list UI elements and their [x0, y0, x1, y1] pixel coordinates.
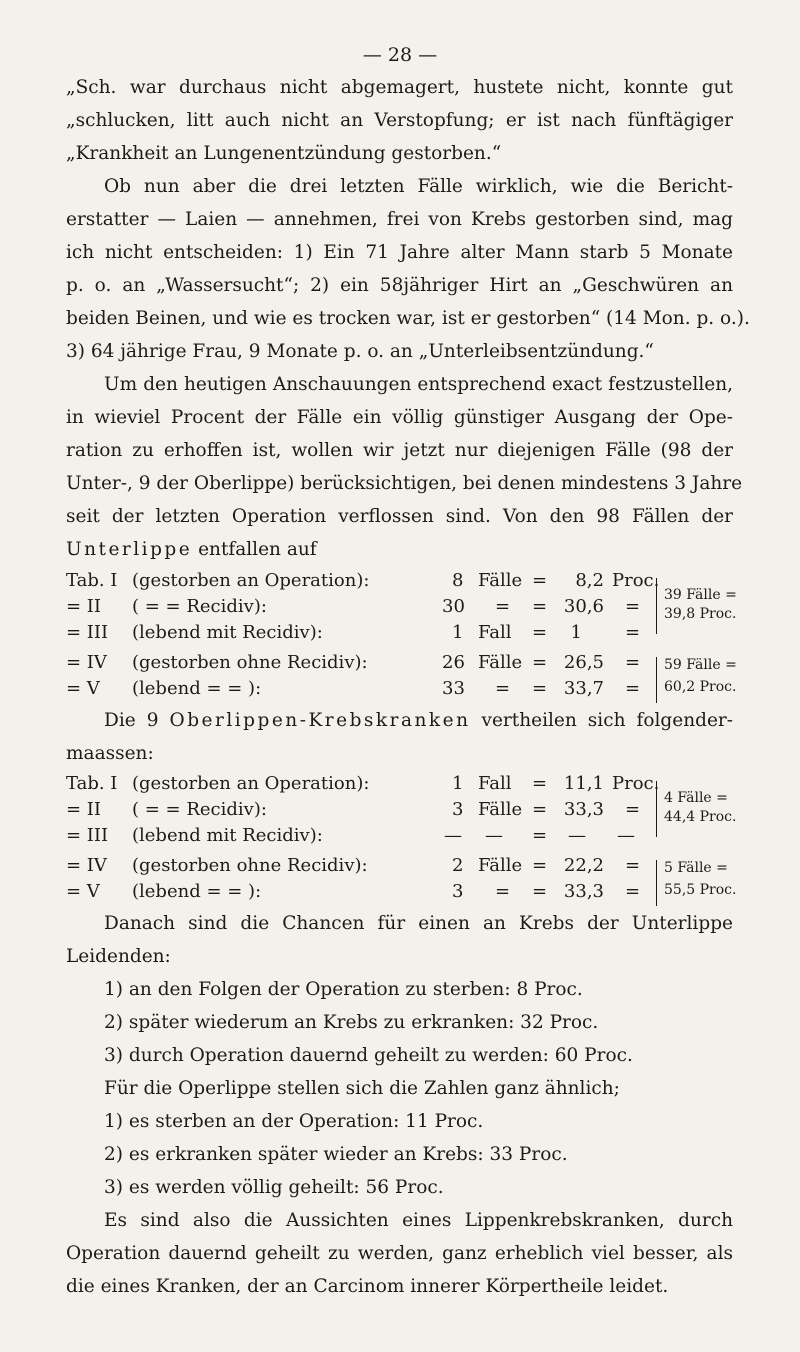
brace-note: 39,8 Proc.	[664, 606, 737, 622]
paragraph-line: 3) 64 jährige Frau, 9 Monate p. o. an „Unterleibsentzündung.“	[66, 341, 654, 362]
brace-line	[656, 578, 657, 634]
list-item: 3) durch Operation dauernd geheilt zu werden: 60 Proc.	[104, 1045, 633, 1066]
brace-note: 5 Fälle =	[664, 860, 728, 876]
brace-line	[656, 860, 657, 906]
brace-note: 44,4 Proc.	[664, 809, 737, 825]
quote-line: „Sch. war durchaus nicht abgemagert, hustete nicht, konnte gut	[66, 77, 733, 98]
list-item: 2) es erkranken später wieder an Krebs: 33 Proc.	[104, 1144, 568, 1165]
brace-note: 39 Fälle =	[664, 587, 737, 603]
paragraph-line: die eines Kranken, der an Carcinom innerer Körpertheile leidet.	[66, 1276, 669, 1297]
paragraph-line: Für die Operlippe stellen sich die Zahlen ganz ähnlich;	[104, 1078, 620, 1099]
list-item: 3) es werden völlig geheilt: 56 Proc.	[104, 1177, 444, 1198]
list-item: 1) an den Folgen der Operation zu sterben: 8 Proc.	[104, 979, 583, 1000]
paragraph-line: seit der letzten Operation verflossen sind. Von den 98 Fällen der	[66, 506, 733, 527]
list-item: 2) später wiederum an Krebs zu erkranken: 32 Proc.	[104, 1012, 599, 1033]
quote-line: „Krankheit an Lungenentzündung gestorben.“	[66, 143, 502, 164]
paragraph-line: Die 9 Oberlippen-Krebskranken vertheilen sich folgender-	[104, 710, 733, 731]
emphasis-spaced: Oberlippen-Krebskranken	[169, 710, 471, 731]
brace-note: 4 Fälle =	[664, 790, 728, 806]
emphasis-spaced: Unterlippe	[66, 539, 193, 560]
page-number: — 28 —	[362, 44, 438, 66]
paragraph-line: maassen:	[66, 743, 154, 764]
brace-note: 59 Fälle =	[664, 657, 737, 673]
book-page: — 28 — „Sch. war durchaus nicht abgemagert, hustete nicht, konnte gut „schlucken, litt auch nicht an Verstopfung; er ist nach fünftägiger „Krankheit an Lungenentzündung gestorben.“ Ob nun aber die drei letzten Fälle wirklich, wie die Bericht- erstatter — Laien — annehmen, frei von Krebs gestorben sind, mag ich nicht entscheiden: 1) Ein 71 Jahre alter Mann starb 5 Monate p. o. an „Wassersucht“; 2) ein 58jähriger Hirt an „Geschwüren an beiden Beinen, und wie es trocken war, ist er gestorben“ (14 Mon. p. o.). 3) 64 jährige Frau, 9 Monate p. o. an „Unterleibsentzündung.“ Um den heutigen Anschauungen entsprechend exact festzustellen, in wieviel Procent der Fälle ein völlig günstiger Ausgang der Ope- ration zu erhoffen ist, wollen wir jetzt nur diejenigen Fälle (98 der Unter-, 9 der Oberlippe) berücksichtigen, bei denen mindestens 3 Jahre seit der letzten Operation verflossen sind. Von den 98 Fällen der Unterlippe entfallen auf Tab. I (gestorben an Operation): 8 Fälle = 8,2 Proc. = II ( = = Recidiv): 30 = = 30,6 = = III (lebend mit Recidiv): 1 Fall = 1 = = IV (gestorben ohne Recidiv): 26 Fälle = 26,5 = = V (lebend = = ): 33 = = 33,7 = 39 Fälle = 39,8 Proc. 59 Fälle = 60,2 Proc. Die 9 Oberlippen-Krebskranken vertheilen sich folgender- maassen: Tab. I (gestorben an Operation): 1 Fall = 11,1 Proc. = II ( = = Recidiv): 3 Fälle = 33,3 = = III (lebend mit Recidiv): — — = — — = IV (gestorben ohne Recidiv): 2 Fälle = 22,2 = = V (lebend = = ): 3 = = 33,3 = 4 Fälle = 44,4 Proc. 5 Fälle = 55,5 Proc. Danach sind die Chancen für einen an Krebs der Unterlippe Leidenden: 1) an den Folgen der Operation zu sterben: 8 Proc. 2) später wiederum an Krebs zu erkranken: 32 Proc. 3) durch Operation dauernd geheilt zu werden: 60 Proc. Für die Operlippe stellen sich die Zahlen ganz ähnlich; 1) es sterben an der Operation: 11 Proc. 2) es erkranken später wieder an Krebs: 33 Proc. 3) es werden völlig geheilt: 56 Proc. Es sind also die Aussichten eines Lippenkrebskranken, durch Operation dauernd geheilt zu werden, ganz erheblich viel besser, als die eines Kranken, der an Carcinom innerer Körpertheile leidet.	[0, 0, 800, 1352]
paragraph-line: Es sind also die Aussichten eines Lippenkrebskranken, durch	[104, 1210, 733, 1231]
paragraph-line: erstatter — Laien — annehmen, frei von Krebs gestorben sind, mag	[66, 209, 733, 230]
paragraph-line: Ob nun aber die drei letzten Fälle wirklich, wie die Bericht-	[104, 176, 733, 197]
paragraph-line: in wieviel Procent der Fälle ein völlig günstiger Ausgang der Ope-	[66, 407, 733, 428]
paragraph-line: p. o. an „Wassersucht“; 2) ein 58jähriger Hirt an „Geschwüren an	[66, 275, 733, 296]
list-item: 1) es sterben an der Operation: 11 Proc.	[104, 1111, 484, 1132]
paragraph-line: beiden Beinen, und wie es trocken war, ist er gestorben“ (14 Mon. p. o.).	[66, 308, 750, 329]
brace-line	[656, 781, 657, 837]
brace-line	[656, 657, 657, 703]
paragraph-line: Unter-, 9 der Oberlippe) berücksichtigen, bei denen mindestens 3 Jahre	[66, 473, 743, 494]
paragraph-line	[66, 533, 317, 566]
paragraph-line: Leidenden:	[66, 946, 171, 967]
paragraph-line: ration zu erhoffen ist, wollen wir jetzt nur diejenigen Fälle (98 der	[66, 440, 733, 461]
brace-note: 55,5 Proc.	[664, 882, 737, 898]
brace-note: 60,2 Proc.	[664, 679, 737, 695]
quote-line: „schlucken, litt auch nicht an Verstopfung; er ist nach fünftägiger	[66, 110, 733, 131]
paragraph-line: Danach sind die Chancen für einen an Krebs der Unterlippe	[104, 913, 733, 934]
paragraph-line: Operation dauernd geheilt zu werden, ganz erheblich viel besser, als	[66, 1243, 733, 1264]
paragraph-text: entfallen auf	[192, 539, 317, 560]
paragraph-line: Um den heutigen Anschauungen entsprechend exact festzustellen,	[104, 374, 733, 395]
paragraph-line: ich nicht entscheiden: 1) Ein 71 Jahre alter Mann starb 5 Monate	[66, 242, 733, 263]
